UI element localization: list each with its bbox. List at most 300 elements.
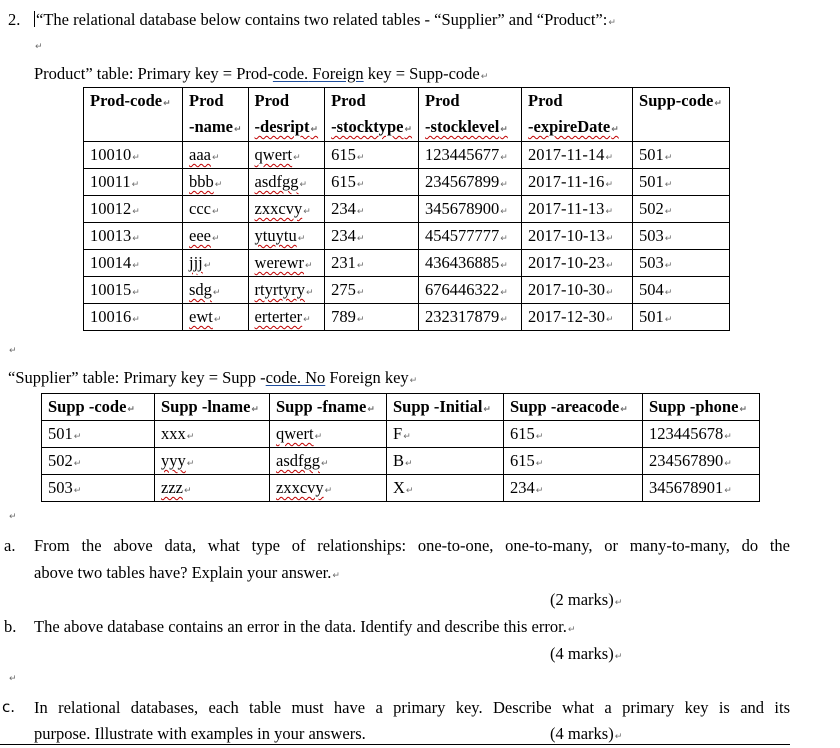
table-cell <box>643 448 760 475</box>
product-column-header <box>325 88 419 142</box>
paragraph-mark-icon: ↵ <box>714 99 722 109</box>
paragraph-mark-icon: ↵ <box>163 99 171 109</box>
product-caption-foreign: Foreign <box>308 64 364 83</box>
cell-value: 789 <box>331 307 356 326</box>
question-b-marks-text: (4 marks) <box>550 644 614 663</box>
cell-value: qwert <box>276 424 314 443</box>
cell-value: ytuytu <box>254 226 297 245</box>
paragraph-mark-icon: ↵ <box>356 234 365 244</box>
paragraph-mark-icon: ↵ <box>405 486 414 496</box>
product-table <box>83 87 730 331</box>
table-cell <box>270 448 387 475</box>
paragraph-mark-icon: ↵ <box>303 207 311 217</box>
table-cell <box>419 169 522 196</box>
paragraph-mark-icon: ↵ <box>500 261 508 271</box>
paragraph-mark-icon: ↵ <box>664 288 673 298</box>
text-cursor <box>34 11 35 27</box>
cell-value: 436436885 <box>425 253 500 272</box>
paragraph-mark-icon: ↵ <box>620 405 628 415</box>
supplier-caption-no: No <box>300 368 326 387</box>
paragraph-mark-icon: ↵ <box>356 261 365 271</box>
paragraph-mark-icon: ↵ <box>132 234 140 244</box>
question-number: 2. <box>8 10 21 29</box>
cell-value: 2017-11-16 <box>528 172 605 191</box>
paragraph-mark-icon: ↵ <box>9 512 17 522</box>
paragraph-mark-icon: ↵ <box>724 432 732 442</box>
table-cell <box>633 169 730 196</box>
paragraph-mark-icon: ↵ <box>606 288 614 298</box>
column-header-line2: -stocktype↵ <box>331 117 413 136</box>
question-b-label: b. <box>4 617 17 636</box>
paragraph-mark-icon: ↵ <box>131 180 140 190</box>
paragraph-mark-icon: ↵ <box>614 652 623 662</box>
paragraph-mark-icon: ↵ <box>132 288 140 298</box>
table-cell <box>522 277 633 304</box>
cell-value: werewr <box>254 253 305 272</box>
table-cell <box>633 304 730 331</box>
paragraph-mark-icon: ↵ <box>606 234 614 244</box>
table-cell <box>155 475 270 502</box>
supplier-table-body <box>42 421 760 502</box>
cell-value: 503 <box>639 253 664 272</box>
column-header-line1: Prod <box>331 91 366 110</box>
paragraph-mark-icon: ↵ <box>608 18 616 28</box>
paragraph-mark-icon: ↵ <box>211 234 220 244</box>
column-header-line1: Prod <box>425 91 460 110</box>
table-cell <box>633 277 730 304</box>
paragraph-mark-icon: ↵ <box>310 125 319 135</box>
table-cell <box>522 169 633 196</box>
cell-value: 615 <box>510 451 535 470</box>
paragraph-mark-icon: ↵ <box>567 625 576 635</box>
paragraph-mark-icon: ↵ <box>356 207 365 217</box>
product-caption-prefix: Product” table: Primary key = Prod- <box>34 64 273 83</box>
question-a-marks <box>550 590 622 610</box>
cell-value: 676446322 <box>425 280 500 299</box>
table-row <box>42 421 760 448</box>
table-cell <box>325 277 419 304</box>
product-column-header <box>522 88 633 142</box>
supplier-caption-fk: Foreign key <box>325 368 409 387</box>
table-cell <box>419 196 522 223</box>
paragraph-mark-icon: ↵ <box>367 405 375 415</box>
paragraph-mark-icon: ↵ <box>127 405 135 415</box>
cell-value: 234 <box>331 199 356 218</box>
supplier-column-header <box>42 394 155 421</box>
cell-value: zxxcvy <box>254 199 303 218</box>
table-cell <box>419 223 522 250</box>
cell-value: qwert <box>254 145 293 164</box>
cell-value: 502 <box>48 451 73 470</box>
table-cell <box>183 223 249 250</box>
table-cell <box>248 304 325 331</box>
paragraph-mark-icon: ↵ <box>293 153 301 163</box>
paragraph-mark-icon: ↵ <box>9 674 17 684</box>
column-header-line1: Prod <box>254 91 290 110</box>
cell-value: 503 <box>48 478 73 497</box>
cell-value: 10013 <box>90 226 132 245</box>
column-header-line2: -desript↵ <box>254 117 319 136</box>
column-header-text: Supp -phone <box>649 397 739 416</box>
table-cell <box>248 169 325 196</box>
cell-value: yyy <box>161 451 186 470</box>
cell-value: X <box>393 478 405 497</box>
cell-value: 501 <box>639 145 664 164</box>
table-cell <box>633 223 730 250</box>
table-row <box>84 250 730 277</box>
paragraph-mark-icon: ↵ <box>324 486 333 496</box>
paragraph-mark-icon: ↵ <box>605 207 613 217</box>
cell-value: xxx <box>161 424 186 443</box>
paragraph-mark-icon: ↵ <box>203 261 212 271</box>
table-cell <box>84 169 183 196</box>
cell-value: 615 <box>510 424 535 443</box>
table-cell <box>183 304 249 331</box>
cell-value: asdfgg <box>254 172 299 191</box>
paragraph-mark-icon: ↵ <box>211 153 220 163</box>
paragraph-mark-icon: ↵ <box>183 486 192 496</box>
table-cell <box>387 421 504 448</box>
paragraph-mark-icon: ↵ <box>73 459 82 469</box>
product-column-header <box>419 88 522 142</box>
paragraph-mark-icon: ↵ <box>535 432 544 442</box>
table-cell <box>155 421 270 448</box>
paragraph-mark-icon: ↵ <box>500 125 508 135</box>
table-cell <box>270 475 387 502</box>
table-cell <box>387 448 504 475</box>
paragraph-mark-icon: ↵ <box>132 207 140 217</box>
question-b-line1-text: The above database contains an error in the data. Identify and describe this error. <box>34 617 567 636</box>
table-cell <box>42 448 155 475</box>
product-column-header <box>183 88 249 142</box>
column-header-text: Supp -lname <box>161 397 251 416</box>
column-header-line2: -stocklevel↵ <box>425 117 508 136</box>
product-caption-fk: key = Supp-code <box>363 64 480 83</box>
paragraph-mark-icon: ↵ <box>332 571 340 581</box>
paragraph-mark-icon: ↵ <box>214 180 223 190</box>
paragraph-mark-icon: ↵ <box>356 288 365 298</box>
cell-value: ewt <box>189 307 213 326</box>
table-cell <box>419 304 522 331</box>
cell-value: 234567899 <box>425 172 500 191</box>
paragraph-mark-icon: ↵ <box>664 261 673 271</box>
table-row <box>42 475 760 502</box>
paragraph-mark-icon: ↵ <box>356 180 365 190</box>
column-header-text: Supp -Initial <box>393 397 483 416</box>
cell-value: 123445678 <box>649 424 724 443</box>
cell-value: F <box>393 424 403 443</box>
paragraph-mark-icon: ↵ <box>356 153 365 163</box>
cell-value: asdfgg <box>276 451 320 470</box>
cell-value: 231 <box>331 253 356 272</box>
column-header-line1: Supp-code↵ <box>639 91 722 110</box>
table-cell <box>84 142 183 169</box>
table-row <box>84 277 730 304</box>
question-a-line1: From the above data, what type of relationships: one-to-one, one-to-many, or many-to-many, do the <box>34 536 790 555</box>
cell-value: ccc <box>189 199 211 218</box>
paragraph-mark-icon: ↵ <box>535 459 544 469</box>
table-cell <box>643 475 760 502</box>
product-column-header <box>633 88 730 142</box>
paragraph-mark-icon: ↵ <box>483 405 491 415</box>
cell-value: 10010 <box>90 145 132 164</box>
supplier-column-header <box>643 394 760 421</box>
cell-value: 504 <box>639 280 664 299</box>
cell-value: 275 <box>331 280 356 299</box>
paragraph-mark-icon: ↵ <box>299 180 308 190</box>
cell-value: 615 <box>331 145 356 164</box>
product-column-header <box>248 88 325 142</box>
table-cell <box>643 421 760 448</box>
cell-value: 10011 <box>90 172 131 191</box>
table-cell <box>522 196 633 223</box>
paragraph-mark-icon: ↵ <box>132 153 140 163</box>
paragraph-mark-icon: ↵ <box>724 486 732 496</box>
table-cell <box>248 250 325 277</box>
question-a-line2 <box>34 563 340 583</box>
cell-value: 345678900 <box>425 199 500 218</box>
paragraph-mark-icon: ↵ <box>9 346 17 356</box>
table-cell <box>270 421 387 448</box>
paragraph-mark-icon: ↵ <box>500 153 508 163</box>
cell-value: rtyrtyry <box>254 280 305 299</box>
table-cell <box>522 304 633 331</box>
cell-value: 2017-11-13 <box>528 199 605 218</box>
paragraph-mark-icon: ↵ <box>234 125 242 135</box>
paragraph-mark-icon: ↵ <box>212 288 221 298</box>
cell-value: 2017-12-30 <box>528 307 606 326</box>
paragraph-mark-icon: ↵ <box>211 207 220 217</box>
question-a-marks-text: (2 marks) <box>550 590 614 609</box>
cell-value: 10015 <box>90 280 132 299</box>
paragraph-mark-icon: ↵ <box>314 432 323 442</box>
table-cell <box>419 277 522 304</box>
paragraph-mark-icon: ↵ <box>73 432 82 442</box>
table-cell <box>183 142 249 169</box>
question-c-marks <box>550 724 622 744</box>
paragraph-mark-icon: ↵ <box>605 153 613 163</box>
supplier-caption-pk: code. <box>265 368 301 387</box>
table-cell <box>387 475 504 502</box>
supplier-column-header <box>387 394 504 421</box>
supplier-caption-prefix: “Supplier” table: Primary key = Supp - <box>8 368 266 387</box>
paragraph-mark-icon: ↵ <box>500 207 508 217</box>
column-header-text: Supp -fname <box>276 397 367 416</box>
table-cell <box>84 304 183 331</box>
paragraph-mark-icon: ↵ <box>305 288 314 298</box>
table-cell <box>84 196 183 223</box>
column-header-text: Supp -areacode <box>510 397 620 416</box>
table-cell <box>325 304 419 331</box>
product-table-body <box>84 142 730 331</box>
column-header-line2: -name↵ <box>189 117 242 136</box>
cell-value: B <box>393 451 405 470</box>
cell-value: 234567890 <box>649 451 724 470</box>
table-cell <box>248 223 325 250</box>
paragraph-mark-icon: ↵ <box>500 288 508 298</box>
table-row <box>84 304 730 331</box>
question-b-line1 <box>34 617 575 637</box>
table-cell <box>633 142 730 169</box>
table-cell <box>84 250 183 277</box>
column-header-line1: Prod-code↵ <box>90 91 171 110</box>
paragraph-mark-icon: ↵ <box>739 405 747 415</box>
cell-value: 10016 <box>90 307 132 326</box>
product-table-caption <box>34 64 488 84</box>
table-row <box>84 196 730 223</box>
question-c-marks-text: (4 marks) <box>550 724 614 743</box>
paragraph-mark-icon: ↵ <box>480 72 489 82</box>
supplier-table-caption <box>8 368 417 388</box>
cell-value: zxxcvy <box>276 478 324 497</box>
table-cell <box>42 421 155 448</box>
table-cell <box>419 250 522 277</box>
paragraph-mark-icon: ↵ <box>35 42 43 52</box>
paragraph-mark-icon: ↵ <box>606 315 614 325</box>
table-cell <box>633 196 730 223</box>
table-cell <box>522 142 633 169</box>
cell-value: 2017-11-14 <box>528 145 605 164</box>
column-header-line1: Prod <box>528 91 563 110</box>
paragraph-mark-icon: ↵ <box>303 315 311 325</box>
paragraph-mark-icon: ↵ <box>500 234 508 244</box>
product-column-header <box>84 88 183 142</box>
paragraph-mark-icon: ↵ <box>611 125 619 135</box>
table-cell <box>504 475 643 502</box>
table-cell <box>504 448 643 475</box>
paragraph-mark-icon: ↵ <box>535 486 544 496</box>
table-cell <box>325 169 419 196</box>
paragraph-mark-icon: ↵ <box>297 234 306 244</box>
table-cell <box>248 142 325 169</box>
paragraph-mark-icon: ↵ <box>251 405 259 415</box>
table-cell <box>183 277 249 304</box>
question-c-line1: In relational databases, each table must have a primary key. Describe what a primary key is and its <box>34 698 790 717</box>
intro-text: “The relational database below contains two related tables - “Supplier” and “Product”: <box>36 10 608 29</box>
question-a-line2-text: above two tables have? Explain your answer. <box>34 563 332 582</box>
table-row <box>84 169 730 196</box>
table-cell <box>522 250 633 277</box>
supplier-column-header <box>504 394 643 421</box>
paragraph-mark-icon: ↵ <box>73 486 82 496</box>
supplier-column-header <box>155 394 270 421</box>
cell-value: 345678901 <box>649 478 724 497</box>
paragraph-mark-icon: ↵ <box>404 125 413 135</box>
question-intro <box>34 10 616 30</box>
supplier-column-header <box>270 394 387 421</box>
question-c-line2: purpose. Illustrate with examples in your answers. <box>34 724 366 743</box>
table-cell <box>183 169 249 196</box>
table-cell <box>42 475 155 502</box>
paragraph-mark-icon: ↵ <box>500 315 508 325</box>
paragraph-mark-icon: ↵ <box>409 376 418 386</box>
table-cell <box>325 142 419 169</box>
cell-value: 2017-10-23 <box>528 253 606 272</box>
table-cell <box>248 196 325 223</box>
table-cell <box>522 223 633 250</box>
question-a-label: a. <box>4 536 16 555</box>
table-cell <box>183 250 249 277</box>
cell-value: 502 <box>639 199 664 218</box>
column-header-line2: -expireDate↵ <box>528 117 619 136</box>
cell-value: sdg <box>189 280 212 299</box>
paragraph-mark-icon: ↵ <box>305 261 313 271</box>
paragraph-mark-icon: ↵ <box>132 315 140 325</box>
cell-value: 10014 <box>90 253 132 272</box>
table-cell <box>155 448 270 475</box>
paragraph-mark-icon: ↵ <box>614 598 623 608</box>
product-header-row <box>84 88 730 142</box>
cell-value: 501 <box>639 307 664 326</box>
paragraph-mark-icon: ↵ <box>664 315 673 325</box>
cell-value: 454577777 <box>425 226 500 245</box>
table-row <box>42 448 760 475</box>
table-row <box>84 142 730 169</box>
column-header-text: Supp -code <box>48 397 127 416</box>
table-cell <box>325 250 419 277</box>
cell-value: 234 <box>510 478 535 497</box>
cell-value: 615 <box>331 172 356 191</box>
column-header-line1: Prod <box>189 91 224 110</box>
paragraph-mark-icon: ↵ <box>664 234 673 244</box>
table-cell <box>325 223 419 250</box>
paragraph-mark-icon: ↵ <box>664 180 673 190</box>
question-b-marks <box>550 644 622 664</box>
cell-value: 2017-10-13 <box>528 226 606 245</box>
table-cell <box>325 196 419 223</box>
table-cell <box>183 196 249 223</box>
cell-value: 2017-10-30 <box>528 280 606 299</box>
paragraph-mark-icon: ↵ <box>186 459 195 469</box>
supplier-table <box>41 393 760 502</box>
paragraph-mark-icon: ↵ <box>605 180 613 190</box>
paragraph-mark-icon: ↵ <box>614 732 623 742</box>
paragraph-mark-icon: ↵ <box>500 180 508 190</box>
question-c-label: c. <box>2 698 16 716</box>
cell-value: 501 <box>48 424 73 443</box>
paragraph-mark-icon: ↵ <box>186 432 195 442</box>
table-cell <box>419 142 522 169</box>
paragraph-mark-icon: ↵ <box>213 315 222 325</box>
table-row <box>84 223 730 250</box>
paragraph-mark-icon: ↵ <box>132 261 140 271</box>
cell-value: aaa <box>189 145 211 164</box>
product-caption-pk: code. <box>272 64 309 83</box>
paragraph-mark-icon: ↵ <box>664 207 673 217</box>
cell-value: 232317879 <box>425 307 500 326</box>
cell-value: jjj <box>189 253 203 272</box>
table-cell <box>504 421 643 448</box>
cell-value: 10012 <box>90 199 132 218</box>
cell-value: zzz <box>161 478 183 497</box>
paragraph-mark-icon: ↵ <box>724 459 732 469</box>
cell-value: bbb <box>189 172 214 191</box>
paragraph-mark-icon: ↵ <box>606 261 614 271</box>
paragraph-mark-icon: ↵ <box>356 315 365 325</box>
cell-value: 123445677 <box>425 145 500 164</box>
bottom-rule <box>0 744 790 745</box>
paragraph-mark-icon: ↵ <box>664 153 673 163</box>
paragraph-mark-icon: ↵ <box>403 432 411 442</box>
paragraph-mark-icon: ↵ <box>405 459 413 469</box>
cell-value: 503 <box>639 226 664 245</box>
cell-value: 501 <box>639 172 664 191</box>
supplier-header-row <box>42 394 760 421</box>
table-cell <box>84 223 183 250</box>
cell-value: eee <box>189 226 211 245</box>
table-cell <box>248 277 325 304</box>
paragraph-mark-icon: ↵ <box>321 459 329 469</box>
